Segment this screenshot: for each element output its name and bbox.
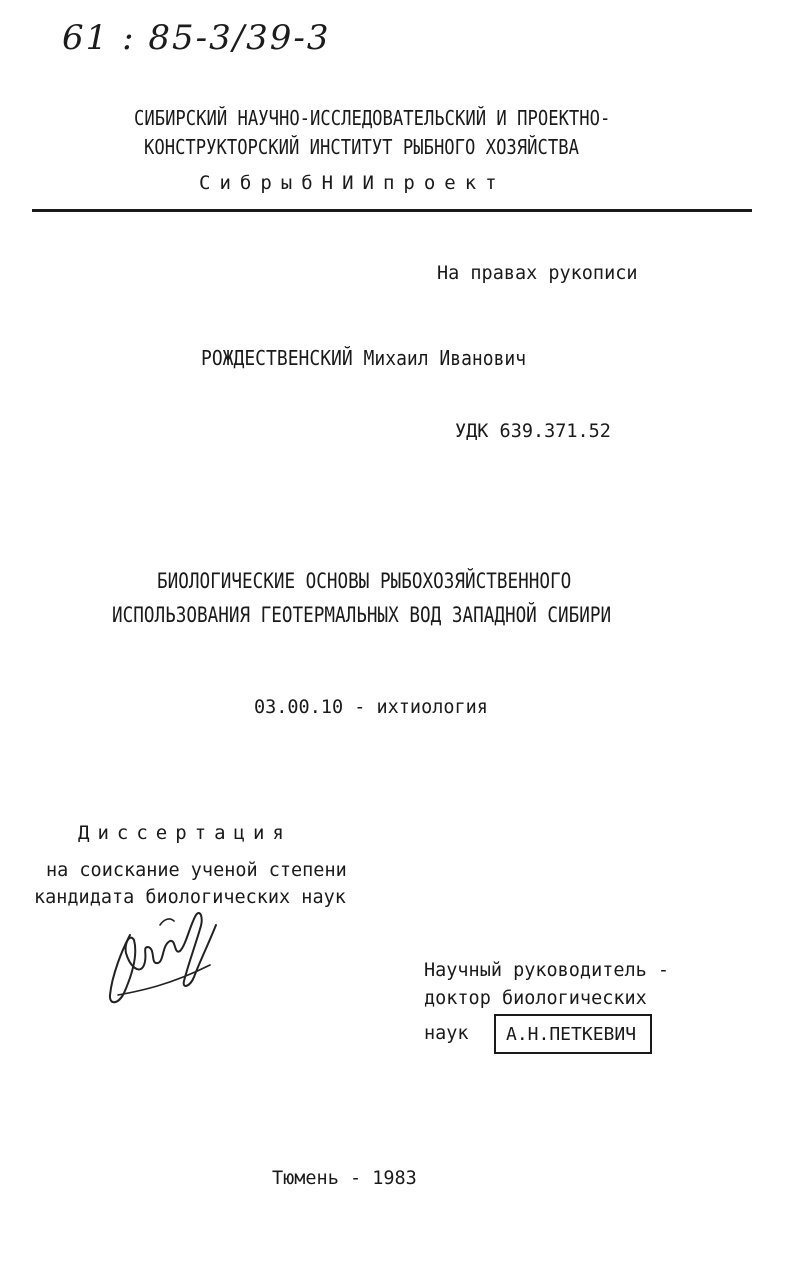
specialty-code: 03.00.10 - ихтиология (254, 697, 488, 718)
dissertation-title-line-2: ИСПОЛЬЗОВАНИЯ ГЕОТЕРМАЛЬНЫХ ВОД ЗАПАДНОЙ СИБИРИ (112, 603, 612, 627)
dissertation-label: Диссертация (78, 822, 292, 844)
archive-code: 61 : 85-3/39-3 (62, 18, 331, 58)
dissertation-title-line-1: БИОЛОГИЧЕСКИЕ ОСНОВЫ РЫБОХОЗЯЙСТВЕННОГО (157, 569, 572, 593)
signature (100, 895, 240, 1015)
place-year: Тюмень - 1983 (272, 1168, 417, 1189)
supervisor-line-3: наук (424, 1023, 469, 1044)
degree-line-1: на соискание ученой степени (46, 860, 347, 881)
header-divider (32, 209, 752, 212)
supervisor-line-2: доктор биологических (424, 988, 647, 1009)
author-name: РОЖДЕСТВЕНСКИЙ Михаил Иванович (201, 346, 527, 370)
udc-code: УДК 639.371.52 (455, 421, 611, 442)
supervisor-name-stamp (494, 1014, 652, 1054)
supervisor-name: А.Н.ПЕТКЕВИЧ (506, 1024, 637, 1045)
institute-line-2: КОНСТРУКТОРСКИЙ ИНСТИТУТ РЫБНОГО ХОЗЯЙСТВА (144, 135, 579, 159)
institute-line-1: СИБИРСКИЙ НАУЧНО-ИССЛЕДОВАТЕЛЬСКИЙ И ПРОЕКТНО- (134, 106, 611, 130)
degree-line-2: кандидата биологических наук (34, 887, 346, 908)
institute-short-name: СибрыбНИИпроект (199, 172, 506, 194)
supervisor-line-1: Научный руководитель - (424, 960, 670, 981)
manuscript-rights-note: На правах рукописи (437, 263, 638, 284)
